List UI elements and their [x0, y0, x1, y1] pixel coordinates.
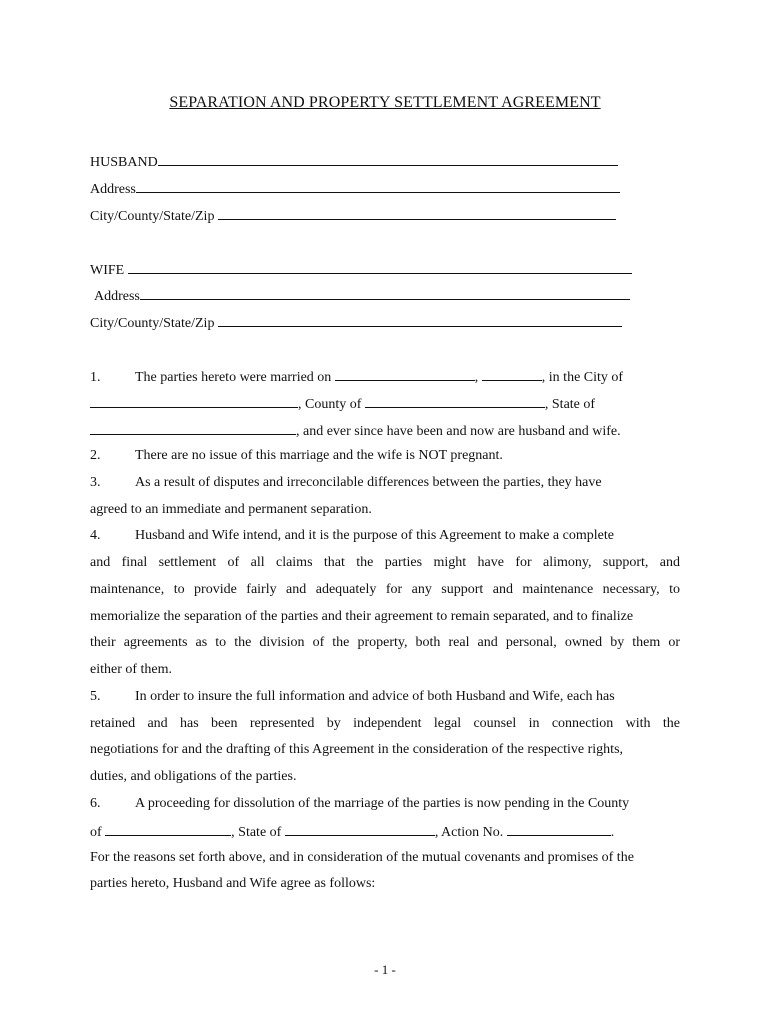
marriage-state-field[interactable] [90, 421, 296, 435]
husband-name-field[interactable] [158, 152, 618, 166]
wife-label: WIFE [90, 263, 125, 278]
paragraph-5-line-2: retained and has been represented by independent legal counsel in connection with the [90, 716, 680, 731]
paragraph-2-text: There are no issue of this marriage and the wife is NOT pregnant. [135, 448, 503, 463]
of-label: of [90, 825, 102, 840]
marriage-city-field[interactable] [90, 394, 298, 408]
period: . [610, 825, 615, 840]
document-title: SEPARATION AND PROPERTY SETTLEMENT AGREEMENT [169, 94, 601, 111]
paragraph-4-line-6: either of them. [90, 662, 173, 677]
paragraph-5-text: In order to insure the full information and advice of both Husband and Wife, each has [135, 689, 615, 704]
wife-city-label: City/County/State/Zip [90, 316, 215, 331]
paragraph-5-line-1 [90, 688, 615, 706]
paragraph-1-line-3 [90, 421, 621, 441]
husband-address-row [90, 179, 620, 199]
paragraph-4-line-2: and final settlement of all claims that the parties might have for alimony, support, and [90, 555, 680, 570]
closing-line-2: parties hereto, Husband and Wife agree as follows: [90, 876, 376, 891]
wife-name-row [90, 260, 632, 280]
paragraph-5-line-3: negotiations for and the drafting of this Agreement in the consideration of the respective rights, [90, 742, 624, 757]
paragraph-4-number: 4. [90, 528, 101, 543]
paragraph-5-number: 5. [90, 689, 101, 704]
paragraph-6-line-2 [90, 822, 614, 842]
paragraph-3-line-2: agreed to an immediate and permanent separation. [90, 502, 372, 517]
county-of-label: , County of [298, 397, 362, 412]
pending-county-field[interactable] [105, 822, 231, 836]
paragraph-4-line-1 [90, 527, 614, 545]
paragraph-1-line-1 [90, 367, 623, 387]
husband-city-row [90, 206, 616, 226]
paragraph-6-line-1 [90, 795, 629, 813]
wife-name-field[interactable] [128, 260, 632, 274]
paragraph-6-text: A proceeding for dissolution of the marriage of the parties is now pending in the County [135, 796, 630, 811]
paragraph-3-number: 3. [90, 475, 101, 490]
husband-label: HUSBAND [90, 155, 158, 170]
husband-name-row [90, 152, 618, 172]
husband-city-label: City/County/State/Zip [90, 209, 215, 224]
paragraph-5-line-4: duties, and obligations of the parties. [90, 769, 297, 784]
paragraph-1-ending: , and ever since have been and now are husband and wife. [296, 424, 621, 439]
pending-state-field[interactable] [285, 822, 435, 836]
paragraph-1-text: The parties hereto were married on [135, 370, 332, 385]
comma: , [474, 370, 479, 385]
wife-city-field[interactable] [218, 313, 622, 327]
city-of-label: , in the City of [541, 370, 624, 385]
husband-address-label: Address [90, 182, 136, 197]
paragraph-1-line-2 [90, 394, 595, 414]
paragraph-4-text: Husband and Wife intend, and it is the purpose of this Agreement to make a complete [135, 528, 614, 543]
paragraph-3-line-1 [90, 474, 602, 492]
paragraph-6-number: 6. [90, 796, 101, 811]
paragraph-3-text: As a result of disputes and irreconcilable differences between the parties, they have [135, 475, 602, 490]
marriage-date-field[interactable] [335, 367, 475, 381]
paragraph-4-line-3: maintenance, to provide fairly and adequately for any support and maintenance necessary, to [90, 582, 680, 597]
page-number: - 1 - [374, 962, 396, 977]
wife-address-row [94, 286, 630, 306]
paragraph-1-number: 1. [90, 370, 101, 385]
action-number-field[interactable] [507, 822, 611, 836]
wife-city-row [90, 313, 622, 333]
action-no-label: , Action No. [434, 825, 504, 840]
wife-address-label: Address [94, 289, 140, 304]
paragraph-2 [90, 447, 503, 465]
paragraph-2-number: 2. [90, 448, 101, 463]
state-of-label: , State of [231, 825, 282, 840]
wife-address-field[interactable] [140, 286, 630, 300]
marriage-county-field[interactable] [365, 394, 545, 408]
paragraph-4-line-4: memorialize the separation of the parties and their agreement to remain separated, and to finalize [90, 609, 634, 624]
closing-line-1: For the reasons set forth above, and in consideration of the mutual covenants and promises of the [90, 850, 634, 865]
marriage-year-field[interactable] [482, 367, 542, 381]
paragraph-4-line-5: their agreements as to the division of the property, both real and personal, owned by them or [90, 635, 680, 650]
husband-address-field[interactable] [136, 179, 620, 193]
husband-city-field[interactable] [218, 206, 616, 220]
state-of-label: , State of [544, 397, 596, 412]
